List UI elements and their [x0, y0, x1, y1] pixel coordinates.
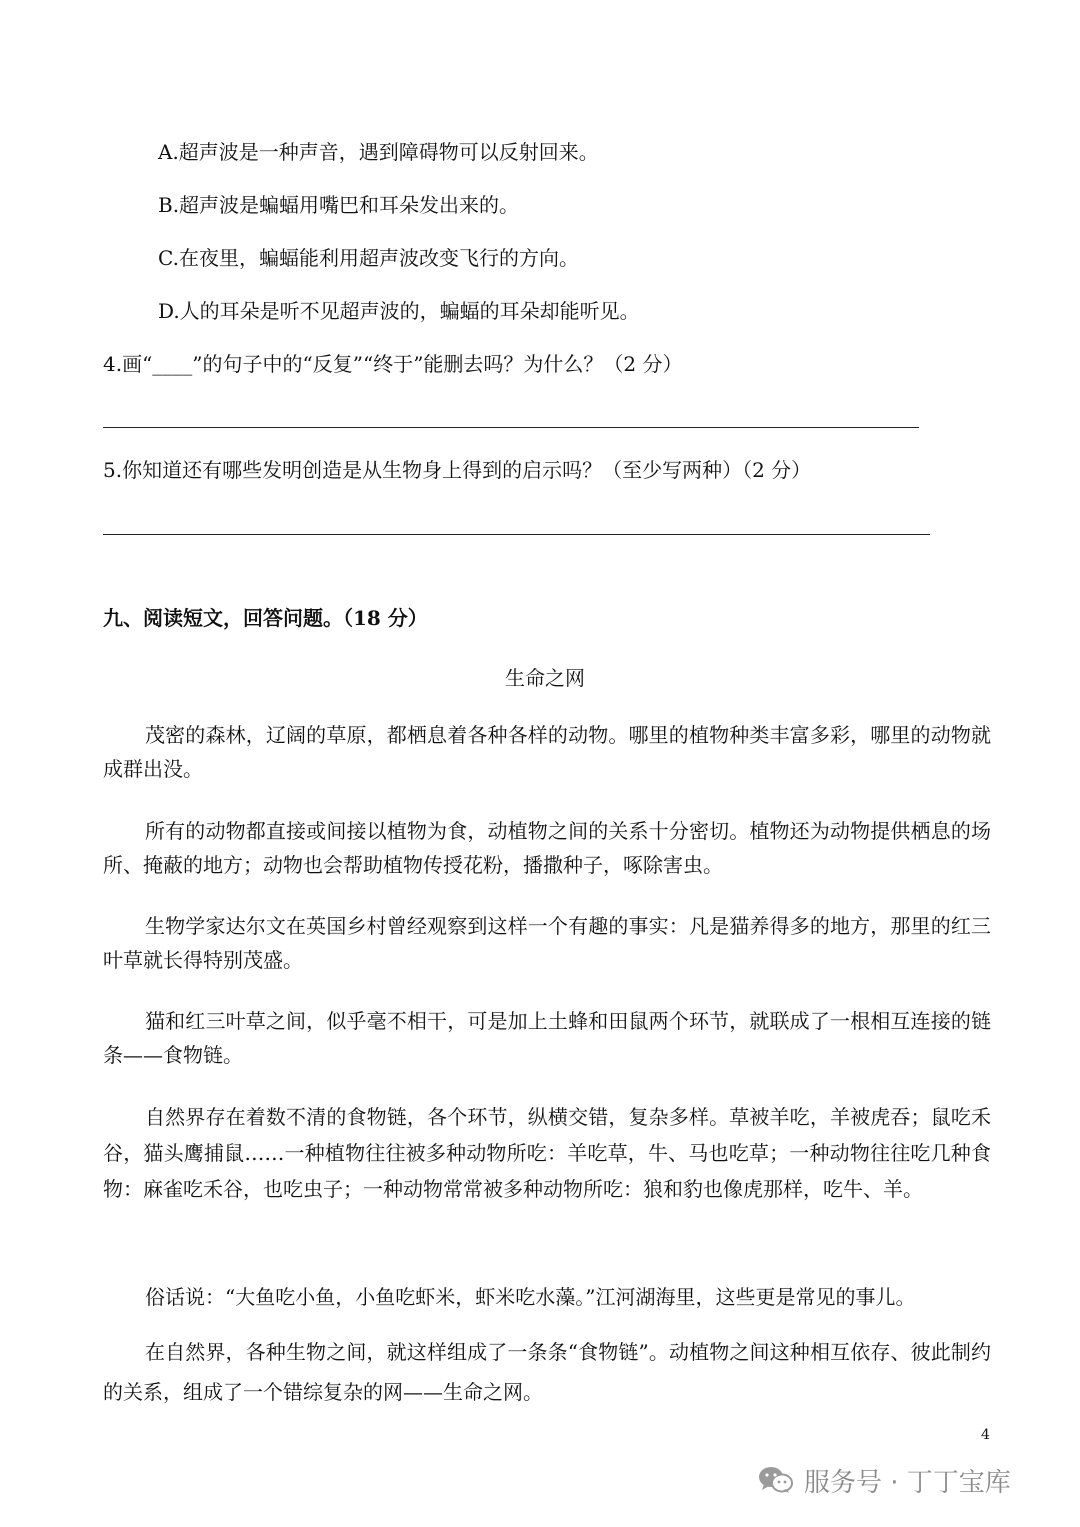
passage-title: 生命之网 [505, 666, 585, 690]
question-5: 5.你知道还有哪些发明创造是从生物身上得到的启示吗？（至少写两种）（2 分） [103, 458, 812, 482]
option-a: A.超声波是一种声音，遇到障碍物可以反射回来。 [158, 140, 599, 164]
option-d: D.人的耳朵是听不见超声波的，蝙蝠的耳朵却能听见。 [158, 299, 640, 323]
option-c: C.在夜里，蝙蝠能利用超声波改变飞行的方向。 [158, 246, 579, 270]
paragraph-2: 所有的动物都直接或间接以植物为食，动植物之间的关系十分密切。植物还为动物提供栖息的场所、掩蔽的地方；动物也会帮助植物传授花粉，播撒种子，啄除害虫。 [103, 819, 991, 877]
page-number: 4 [981, 1427, 990, 1443]
question-4: 4.画“____”的句子中的“反复”“终于”能删去吗？为什么？（2 分） [103, 352, 683, 376]
paragraph-6: 俗话说：“大鱼吃小鱼，小鱼吃虾米，虾米吃水藻。”江河湖海里，这些更是常见的事儿。 [145, 1285, 916, 1309]
paragraph-4: 猫和红三叶草之间，似乎毫不相干，可是加上土蜂和田鼠两个环节，就联成了一根相互连接的链条——食物链。 [103, 1009, 991, 1067]
wechat-icon [758, 1465, 794, 1495]
answer-line-4 [103, 427, 919, 428]
paragraph-5: 自然界存在着数不清的食物链，各个环节，纵横交错，复杂多样。草被羊吃，羊被虎吞；鼠吃禾谷，猫头鹰捕鼠……一种植物往往被多种动物所吃：羊吃草，牛、马也吃草；一种动物往往吃几种食物：麻雀吃禾谷，也吃虫子；一种动物常常被多种动物所吃：狼和豹也像虎那样，吃牛、羊。 [103, 1105, 991, 1201]
paragraph-3: 生物学家达尔文在英国乡村曾经观察到这样一个有趣的事实：凡是猫养得多的地方，那里的红三叶草就长得特别茂盛。 [103, 914, 991, 972]
answer-line-5 [103, 534, 930, 535]
watermark [758, 1460, 1011, 1500]
paragraph-7: 在自然界，各种生物之间，就这样组成了一条条“食物链”。动植物之间这种相互依存、彼此制约的关系，组成了一个错综复杂的网——生命之网。 [103, 1340, 991, 1404]
watermark-text: 服务号 · 丁丁宝库 [804, 1467, 1011, 1498]
section-heading: 九、阅读短文，回答问题。（18 分） [103, 606, 428, 630]
paragraph-1: 茂密的森林，辽阔的草原，都栖息着各种各样的动物。哪里的植物种类丰富多彩，哪里的动物就成群出没。 [103, 723, 991, 781]
option-b: B.超声波是蝙蝠用嘴巴和耳朵发出来的。 [158, 193, 520, 217]
